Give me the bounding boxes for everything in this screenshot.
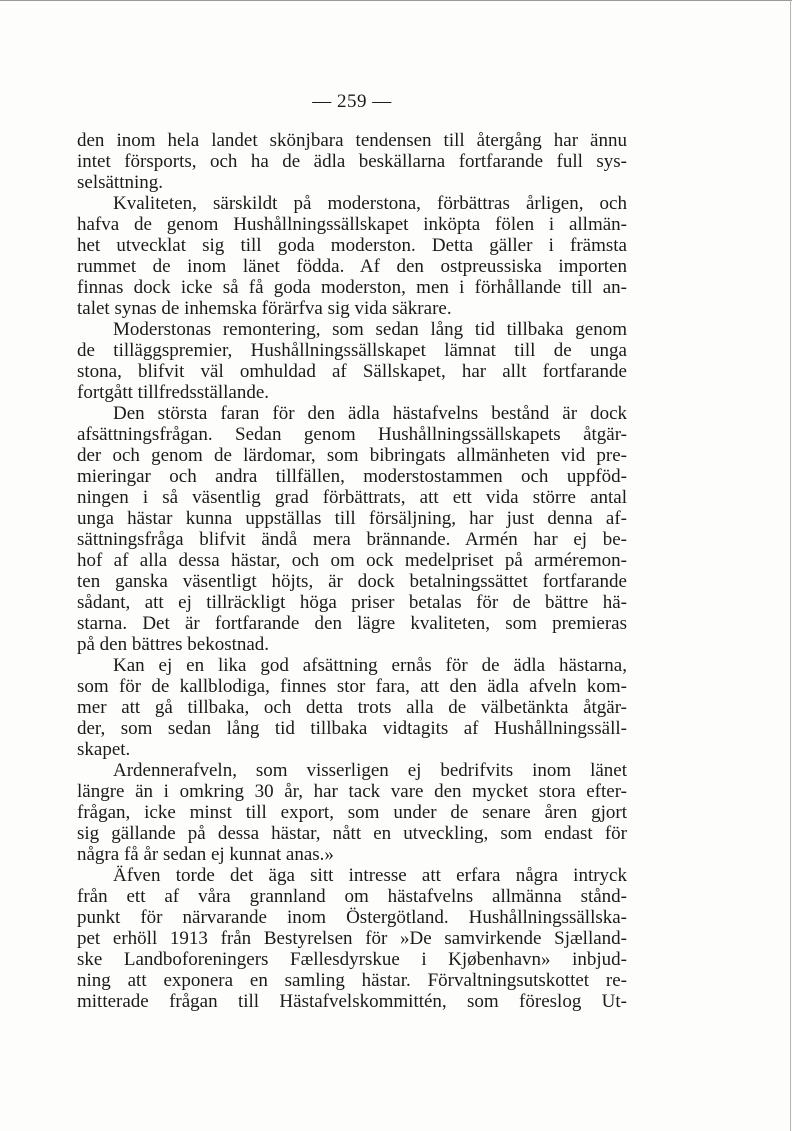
- text-line: stona, blifvit väl omhuldad af Sällskapet, har allt fortfarande: [77, 361, 627, 382]
- text-line: starna. Det är fortfarande den lägre kvaliteten, som premieras: [77, 613, 627, 634]
- paragraph: [77, 319, 627, 403]
- text-line: på den bättres bekostnad.: [77, 634, 270, 655]
- text-line: Moderstonas remontering, som sedan lång tid tillbaka genom: [113, 319, 627, 340]
- text-line: rummet de inom länet födda. Af den ostpreussiska importen: [77, 256, 627, 277]
- text-line: den inom hela landet skönjbara tendensen till återgång har ännu: [77, 130, 627, 151]
- text-line: Ardennerafveln, som visserligen ej bedrifvits inom länet: [113, 760, 627, 781]
- text-line: frågan, icke minst till export, som under de senare åren gjort: [77, 802, 627, 823]
- text-line: Äfven torde det äga sitt intresse att erfara några intryck: [113, 865, 627, 886]
- paragraph: [77, 760, 627, 865]
- text-line: selsättning.: [77, 172, 164, 193]
- body-text: [77, 130, 627, 1012]
- text-line: pet erhöll 1913 från Bestyrelsen för »De samvirkende Sjælland-: [77, 928, 627, 949]
- text-line: Den största faran för den ädla hästafvelns bestånd är dock: [113, 403, 627, 424]
- text-line: sig gällande på dessa hästar, nått en utveckling, som endast för: [77, 823, 627, 844]
- text-line: fortgått tillfredsställande.: [77, 382, 270, 403]
- text-line: sådant, att ej tillräckligt höga priser betalas för de bättre hä-: [77, 592, 627, 613]
- page-number: — 259 —: [312, 91, 392, 112]
- text-line: från ett af våra grannland om hästafvelns allmänna stånd-: [77, 886, 627, 907]
- text-line: punkt för närvarande inom Östergötland. Hushållningssällska-: [77, 907, 627, 928]
- text-line: unga hästar kunna uppställas till försäljning, har just denna af-: [77, 508, 627, 529]
- text-line: Kvaliteten, särskildt på moderstona, förbättras årligen, och: [113, 193, 627, 214]
- text-line: skapet.: [77, 739, 131, 760]
- paragraph: [77, 193, 627, 319]
- paragraph: [77, 403, 627, 655]
- text-line: mer att gå tillbaka, och detta trots alla de välbetänkta åtgär-: [77, 697, 627, 718]
- text-line: der och genom de lärdomar, som bibringats allmänheten vid pre-: [77, 445, 627, 466]
- text-line: finnas dock icke så få goda moderston, men i förhållande till an-: [77, 277, 627, 298]
- text-line: afsättningsfrågan. Sedan genom Hushållningssällskapets åtgär-: [77, 424, 627, 445]
- text-line: längre än i omkring 30 år, har tack vare den mycket stora efter-: [77, 781, 627, 802]
- text-line: mitterade frågan till Hästafvelskommittén, som föreslog Ut-: [77, 991, 627, 1012]
- text-line: talet synas de inhemska förärfva sig vida säkrare.: [77, 298, 452, 319]
- text-line: några få år sedan ej kunnat anas.»: [77, 844, 334, 865]
- text-line: ten ganska väsentligt höjts, är dock betalningssättet fortfarande: [77, 571, 627, 592]
- paragraph: [77, 865, 627, 1012]
- scan-border-top: [0, 0, 792, 1]
- text-line: der, som sedan lång tid tillbaka vidtagits af Hushållningssäll-: [77, 718, 627, 739]
- text-line: Kan ej en lika god afsättning ernås för de ädla hästarna,: [113, 655, 627, 676]
- scan-border-right: [790, 0, 791, 1131]
- text-line: intet försports, och ha de ädla beskällarna fortfarande full sys-: [77, 151, 627, 172]
- text-line: som för de kallblodiga, finnes stor fara, att den ädla afveln kom-: [77, 676, 627, 697]
- text-line: de tilläggspremier, Hushållningssällskapet lämnat till de unga: [77, 340, 627, 361]
- text-line: ske Landboforeningers Fællesdyrskue i Kjøbenhavn» inbjud-: [77, 949, 627, 970]
- paragraph: [77, 130, 627, 193]
- text-line: hof af alla dessa hästar, och om ock medelpriset på arméremon-: [77, 550, 627, 571]
- text-line: mieringar och andra tillfällen, moderstostammen och uppföd-: [77, 466, 627, 487]
- text-line: ningen i så väsentlig grad förbättrats, att ett vida större antal: [77, 487, 627, 508]
- text-line: het utvecklat sig till goda moderston. Detta gäller i främsta: [77, 235, 627, 256]
- paragraph: [77, 655, 627, 760]
- text-line: ning att exponera en samling hästar. Förvaltningsutskottet re-: [77, 970, 627, 991]
- text-line: sättningsfråga blifvit ändå mera brännande. Armén har ej be-: [77, 529, 627, 550]
- text-line: hafva de genom Hushållningssällskapet inköpta fölen i allmän-: [77, 214, 627, 235]
